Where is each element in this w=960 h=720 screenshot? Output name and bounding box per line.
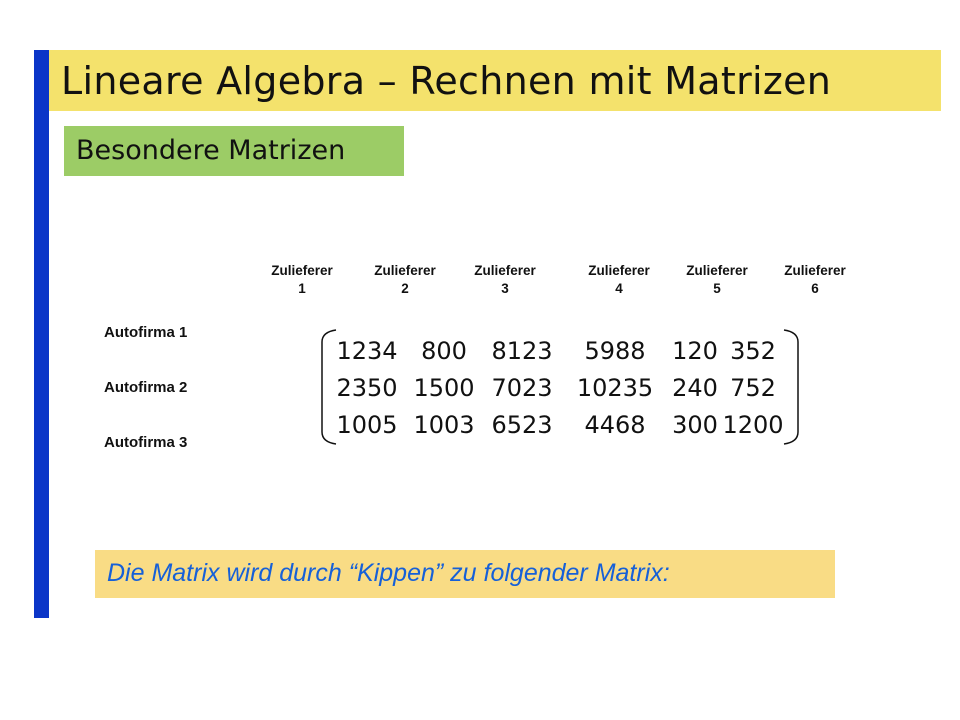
section-subtitle: Besondere Matrizen [76, 135, 346, 166]
matrix-cell: 6523 [491, 411, 553, 439]
title-band [49, 50, 941, 111]
column-header-1: Zulieferer 1 [271, 263, 333, 296]
row-label-3: Autofirma 3 [104, 434, 188, 451]
matrix-cell: 2350 [336, 374, 398, 402]
column-header-3: Zulieferer 3 [474, 263, 536, 296]
matrix-cell: 1200 [722, 411, 784, 439]
matrix-cell: 300 [672, 411, 718, 439]
row-label-1: Autofirma 1 [104, 324, 188, 341]
column-header-2: Zulieferer 2 [374, 263, 436, 296]
matrix-cell: 1005 [336, 411, 398, 439]
matrix-cell: 1003 [413, 411, 475, 439]
matrix-cell: 10235 [576, 374, 654, 402]
matrix-cell: 5988 [584, 337, 646, 365]
matrix-cell: 800 [421, 337, 467, 365]
matrix-cell: 120 [672, 337, 718, 365]
matrix-cell: 240 [672, 374, 718, 402]
column-header-6: Zulieferer 6 [784, 263, 846, 296]
page-title: Lineare Algebra – Rechnen mit Matrizen [61, 59, 832, 103]
matrix-cell: 1500 [413, 374, 475, 402]
column-header-4: Zulieferer 4 [588, 263, 650, 296]
matrix-cell: 1234 [336, 337, 398, 365]
subtitle-box [64, 126, 404, 176]
matrix-cell: 8123 [491, 337, 553, 365]
caption-text: Die Matrix wird durch “Kippen” zu folgender Matrix: [107, 559, 670, 587]
matrix-cell: 352 [730, 337, 776, 365]
matrix-cell: 7023 [491, 374, 553, 402]
side-accent-bar [34, 50, 49, 618]
matrix-cell: 752 [730, 374, 776, 402]
row-label-2: Autofirma 2 [104, 379, 188, 396]
caption-box [95, 550, 835, 598]
matrix-cell: 4468 [584, 411, 646, 439]
column-header-5: Zulieferer 5 [686, 263, 748, 296]
